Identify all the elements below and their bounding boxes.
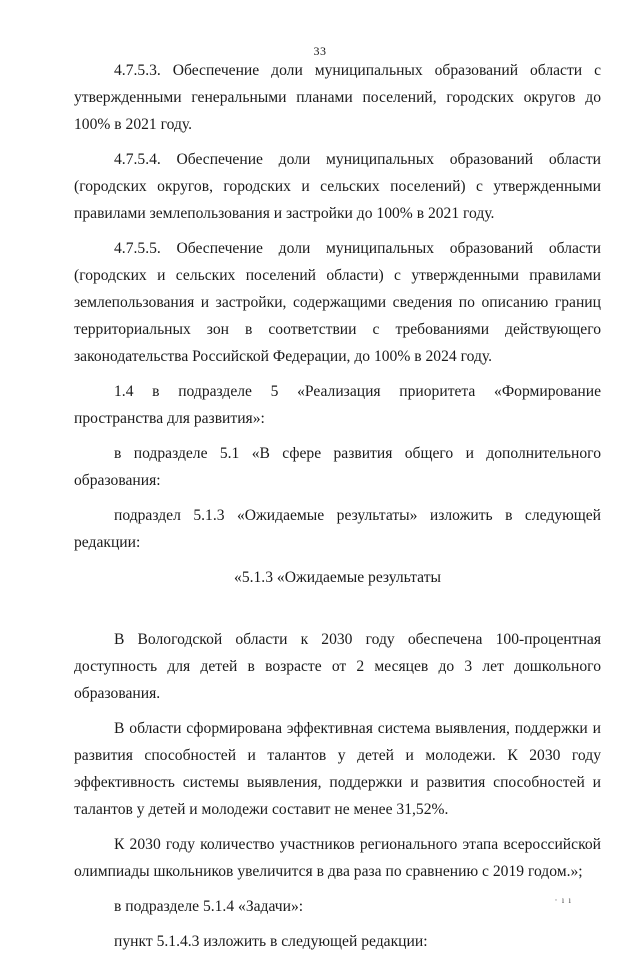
page-number: 33 bbox=[313, 44, 327, 58]
paragraph-preschool-access: В Вологодской области к 2030 году обеспечена 100-процентная доступность для детей в возрасте от 2 месяцев до 3 лет дошкольного образования. bbox=[74, 631, 601, 702]
paragraph-talent-system: В области сформирована эффективная система выявления, поддержки и развития способностей и талантов у детей и молодежи. К 2030 году эффективность системы выявления, поддержки и развития способностей и талантов у детей и молодежи составит не менее 31,52%. bbox=[74, 720, 601, 818]
paragraph-olympiad: К 2030 году количество участников регионального этапа всероссийской олимпиады школьников увеличится в два раза по сравнению с 2019 годом.»; bbox=[74, 836, 601, 880]
paragraph-subsection-5-1: в подразделе 5.1 «В сфере развития общего и дополнительного образования: bbox=[74, 445, 601, 489]
paragraph-subsection-5-1-3: подраздел 5.1.3 «Ожидаемые результаты» изложить в следующей редакции: bbox=[74, 507, 601, 551]
document-body bbox=[74, 57, 601, 955]
paragraph-4-7-5-4: 4.7.5.4. Обеспечение доли муниципальных образований области (городских округов, городских и сельских поселений) с утвержденными правилами землепользования и застройки до 100% в 2021 году. bbox=[74, 151, 601, 222]
section-heading-5-1-3: «5.1.3 «Ожидаемые результаты bbox=[234, 569, 441, 586]
paragraph-amendment-1-4: 1.4 в подразделе 5 «Реализация приоритета «Формирование пространства для развития»: bbox=[74, 383, 601, 427]
paragraph-subsection-5-1-4: в подразделе 5.1.4 «Задачи»: bbox=[114, 898, 304, 915]
paragraph-item-5-1-4-3: пункт 5.1.4.3 изложить в следующей редакции: bbox=[114, 933, 428, 950]
corner-mark: · ı ı bbox=[554, 895, 572, 905]
paragraph-4-7-5-3: 4.7.5.3. Обеспечение доли муниципальных образований области с утвержденными генеральными планами поселений, городских округов до 100% в 2021 году. bbox=[74, 62, 601, 133]
paragraph-4-7-5-5: 4.7.5.5. Обеспечение доли муниципальных образований области (городских и сельских поселений области) с утвержденными правилами землепользования и застройки, содержащими сведения по описанию границ территориальных зон в соответствии с требованиями действующего законодательства Российской Федерации, до 100% в 2024 году. bbox=[74, 240, 601, 365]
